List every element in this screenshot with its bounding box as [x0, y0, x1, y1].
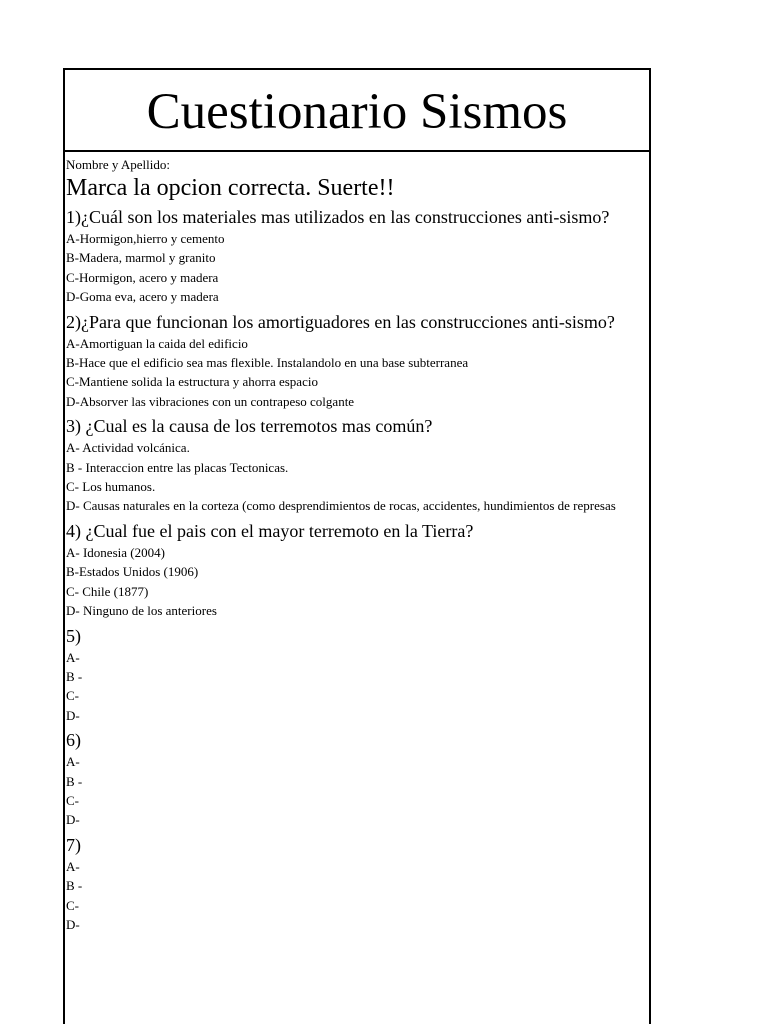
- question-text: 4) ¿Cual fue el pais con el mayor terremoto en la Tierra?: [66, 520, 474, 541]
- option-d: D-Goma eva, acero y madera: [66, 289, 219, 305]
- question-6: [66, 728, 649, 830]
- question-text: 7): [66, 834, 81, 855]
- option-c: C- Los humanos.: [66, 479, 156, 495]
- option-a: A- Idonesia (2004): [66, 544, 165, 560]
- option-b: B - Interaccion entre las placas Tectonicas.: [66, 459, 289, 475]
- question-2: [66, 310, 649, 412]
- question-5: [66, 624, 649, 726]
- option-d: D- Ninguno de los anteriores: [66, 603, 217, 619]
- option-a: A-Amortiguan la caida del edificio: [66, 335, 248, 351]
- option-b: B-Hace que el edificio sea mas flexible. Instalandolo en una base subterranea: [66, 355, 469, 371]
- name-label: Nombre y Apellido:: [66, 157, 170, 172]
- option-c: C-: [66, 688, 79, 704]
- question-3: [66, 414, 649, 516]
- option-b: B-Estados Unidos (1906): [66, 564, 199, 580]
- option-d: D-: [66, 707, 80, 723]
- instruction-text: Marca la opcion correcta. Suerte!!: [66, 175, 395, 201]
- option-d: D-: [66, 812, 80, 828]
- option-c: C-: [66, 792, 79, 808]
- question-text: 5): [66, 625, 81, 646]
- quiz-content: [65, 157, 649, 934]
- option-b: B -: [66, 773, 83, 789]
- question-text: 6): [66, 730, 81, 751]
- question-1: [66, 205, 649, 307]
- option-b: B-Madera, marmol y granito: [66, 250, 216, 266]
- option-a: A-: [66, 649, 80, 665]
- option-c: C-: [66, 897, 79, 913]
- question-text: 3) ¿Cual es la causa de los terremotos mas común?: [66, 416, 433, 437]
- option-b: B -: [66, 668, 83, 684]
- option-a: A-: [66, 858, 80, 874]
- title-box: [65, 70, 649, 152]
- option-b: B -: [66, 878, 83, 894]
- option-d: D-Absorver las vibraciones con un contrapeso colgante: [66, 393, 355, 409]
- option-c: C-Mantiene solida la estructura y ahorra espacio: [66, 374, 318, 390]
- option-c: C-Hormigon, acero y madera: [66, 269, 219, 285]
- question-text: 2)¿Para que funcionan los amortiguadores en las construcciones anti-sismo?: [66, 311, 615, 332]
- option-d: D- Causas naturales en la corteza (como desprendimientos de rocas, accidentes, hundimientos de represas: [66, 498, 616, 514]
- option-a: A- Actividad volcánica.: [66, 440, 190, 456]
- option-a: A-Hormigon,hierro y cemento: [66, 231, 225, 246]
- page-title: Cuestionario Sismos: [146, 83, 568, 140]
- quiz-sheet: [63, 68, 651, 1024]
- question-text: 1)¿Cuál son los materiales mas utilizados en las construcciones anti-sismo?: [66, 207, 610, 227]
- option-d: D-: [66, 916, 80, 932]
- option-a: A-: [66, 754, 80, 770]
- question-7: [66, 833, 649, 935]
- question-4: [66, 519, 649, 621]
- option-c: C- Chile (1877): [66, 583, 149, 599]
